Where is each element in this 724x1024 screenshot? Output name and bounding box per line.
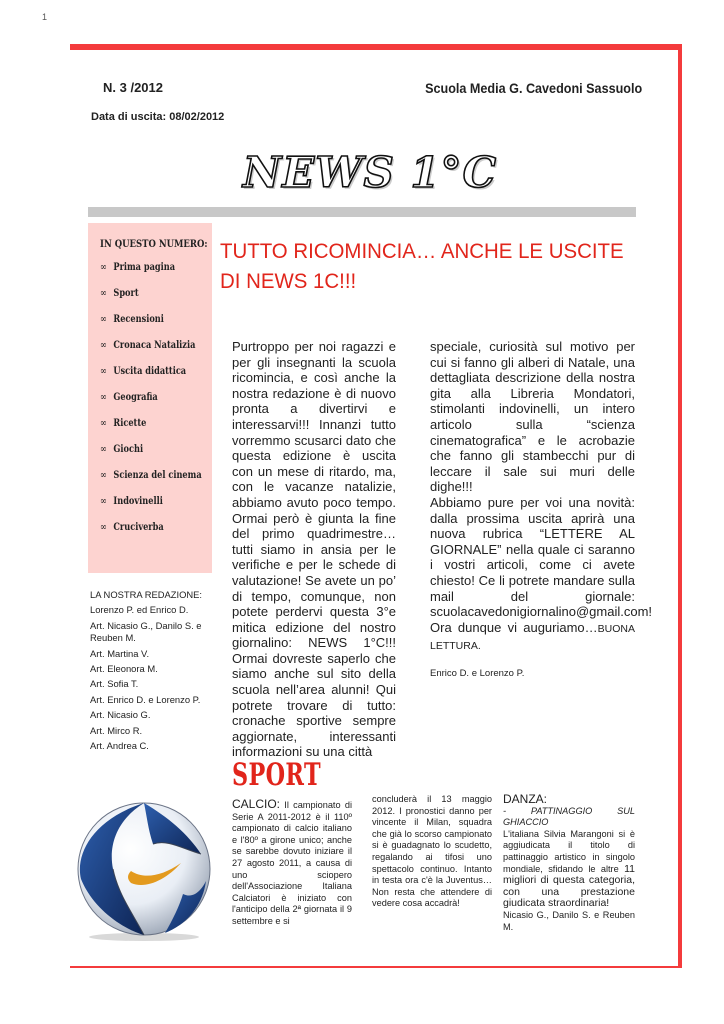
staff-line: Art. Mirco R. — [90, 724, 143, 736]
sport-section-title: SPORT — [232, 757, 321, 793]
staff-heading: LA NOSTRA REDAZIONE: — [90, 589, 203, 600]
toc-item-label: Ricette — [113, 418, 147, 429]
toc-item — [100, 364, 192, 379]
infinity-bullet-icon: ∞ — [100, 444, 107, 455]
toc-item — [100, 442, 192, 457]
issue-date: Data di uscita: 08/02/2012 — [91, 111, 225, 123]
article-closing — [430, 620, 635, 655]
toc-item-label: Sport — [113, 288, 139, 299]
infinity-bullet-icon: ∞ — [100, 366, 107, 377]
toc-item — [100, 520, 192, 535]
calcio-lead: CALCIO: — [232, 797, 281, 811]
article-paragraph: speciale, curiosità sul motivo per cui si fanno gli alberi di Natale, una dettagliata descrizione della nostra gita alla Libreria Mondatori, stimolanti indovinelli, un intero articolo sulla “scienza cinematografica” e le acrobazie che fanno gli stambecchi pur di leccare il sale sui muri delle dighe!!! — [430, 339, 635, 495]
staff-line: Art. Andrea C. — [90, 740, 149, 752]
infinity-bullet-icon: ∞ — [100, 522, 107, 533]
toc-item — [100, 338, 196, 353]
danza-text-b: 11 migliori di questa categoria, con una prestazione giudicata straordinaria! — [503, 862, 635, 910]
infinity-bullet-icon: ∞ — [100, 288, 107, 299]
staff-line: Art. Sofia T. — [90, 678, 139, 690]
calcio-text: Il campionato di Serie A 2011-2012 è il 110º campionato di calcio italiano e l'80º a girone unico; anche se sarebbe dovuto iniziare il 27 agosto 2011, a causa di uno sciopero dell'Associazione Italiana Calciatori è iniziato con l'anticipo della 2ª giornata il 9 settembre e si — [232, 800, 352, 926]
toc-item-label: Cruciverba — [113, 522, 164, 533]
page-number: 1 — [42, 12, 48, 22]
toc-item-label: Geografia — [113, 392, 158, 403]
toc-item — [100, 494, 192, 509]
danza-text-a: L'italiana Silvia Marangoni si è aggiudicata il titolo di pattinaggio artistico in singolo mondiale, sfidando le altre — [503, 828, 635, 874]
toc-item-label: Prima pagina — [113, 262, 176, 273]
article-paragraph: Abbiamo pure per voi una novità: dalla prossima uscita aprirà una nuova rubrica “LETTERE AL GIORNALE” nella quale ci saranno i vostri articoli, come ci avete chiesto! Ce li potrete mandare sulla mail del giornale: scuolacavedonigiornalino@gmail.com! — [430, 494, 653, 620]
toc-heading: IN QUESTO NUMERO: — [100, 239, 208, 250]
title-divider — [88, 207, 636, 217]
staff-line: Art. Nicasio G., Danilo S. e Reuben M. — [90, 619, 202, 644]
infinity-bullet-icon: ∞ — [100, 262, 107, 273]
closing-main: Ora dunque vi auguriamo… — [430, 619, 598, 635]
toc-item — [100, 286, 192, 301]
article-signature: Enrico D. e Lorenzo P. — [430, 668, 525, 679]
danza-text — [503, 829, 635, 910]
calcio-continued: concluderà il 13 maggio 2012. I pronostici danno per vincente il Milan, squadra che già lo scorso campionato si è guadagnato lo scudetto, regalando ai tifosi uno spettacolo continuo. Intanto in testa ora c'è la Juventus… Non resta che attendere di vedere cosa accadrà! — [372, 794, 492, 909]
staff-line: Art. Eleonora M. — [90, 663, 158, 675]
staff-line: Art. Enrico D. e Lorenzo P. — [90, 693, 201, 705]
toc-item — [100, 260, 192, 275]
infinity-bullet-icon: ∞ — [100, 470, 107, 481]
toc-item — [100, 468, 202, 483]
toc-item-label: Recensioni — [113, 314, 164, 325]
issue-number: N. 3 /2012 — [103, 80, 163, 95]
toc-item-label: Cronaca Natalizia — [113, 340, 196, 351]
infinity-bullet-icon: ∞ — [100, 392, 107, 403]
danza-subheading: - PATTINAGGIO SUL GHIACCIO — [503, 805, 635, 828]
article-headline: TUTTO RICOMINCIA… ANCHE LE USCITE DI NEWS 1C!!! — [220, 239, 624, 293]
toc-item — [100, 416, 192, 431]
table-of-contents — [88, 223, 212, 573]
toc-item — [100, 390, 192, 405]
toc-item-label: Scienza del cinema — [113, 470, 202, 481]
danza-lead: DANZA: — [503, 792, 548, 806]
closing-small: BUONA LETTURA. — [430, 622, 635, 653]
newspaper-title: NEWS 1°C — [242, 148, 498, 197]
toc-list — [100, 260, 212, 535]
article-column-2 — [430, 339, 653, 655]
soccer-ball-icon — [73, 799, 215, 941]
staff-list — [90, 604, 220, 752]
toc-item-label: Giochi — [113, 444, 144, 455]
calcio-column — [232, 799, 352, 928]
infinity-bullet-icon: ∞ — [100, 496, 107, 507]
toc-item — [100, 312, 192, 327]
staff-line: Art. Nicasio G. — [90, 709, 151, 721]
editorial-staff — [90, 589, 220, 755]
toc-item-label: Indovinelli — [113, 496, 163, 507]
staff-line: Lorenzo P. ed Enrico D. — [90, 604, 189, 616]
article-column-1: Purtroppo per noi ragazzi e per gli insegnanti la scuola ricomincia, e così anche la nostra redazione è di nuovo pronta a divertirvi e interessarvi!!! Innanzi tutto vorremmo scusarci dato che questa edizione è uscita con un mese di ritardo, ma, con le vacanze natalizie, abbiamo avuto poco tempo. Ormai però è giunta la fine del primo quadrimestre… tutti siamo in ansia per le verifiche e per le schede di valutazione! Se avete un po’ di tempo, comunque, non potete perdervi questa 3°e mitica edizione del nostro giornalino: NEWS 1°C!!! Ormai dovreste saperlo che siamo anche sul sito della scuola nell’area alunni! Qui potrete trovare di tutto: cronache sportive sempre aggiornate, interessanti informazioni su una città — [232, 339, 396, 760]
danza-column — [503, 794, 635, 933]
danza-signature: Nicasio G., Danilo S. e Reuben M. — [503, 909, 635, 932]
infinity-bullet-icon: ∞ — [100, 314, 107, 325]
staff-line: Art. Martina V. — [90, 647, 150, 659]
school-name: Scuola Media G. Cavedoni Sassuolo — [424, 80, 642, 96]
infinity-bullet-icon: ∞ — [100, 418, 107, 429]
toc-item-label: Uscita didattica — [113, 366, 187, 377]
infinity-bullet-icon: ∞ — [100, 340, 107, 351]
